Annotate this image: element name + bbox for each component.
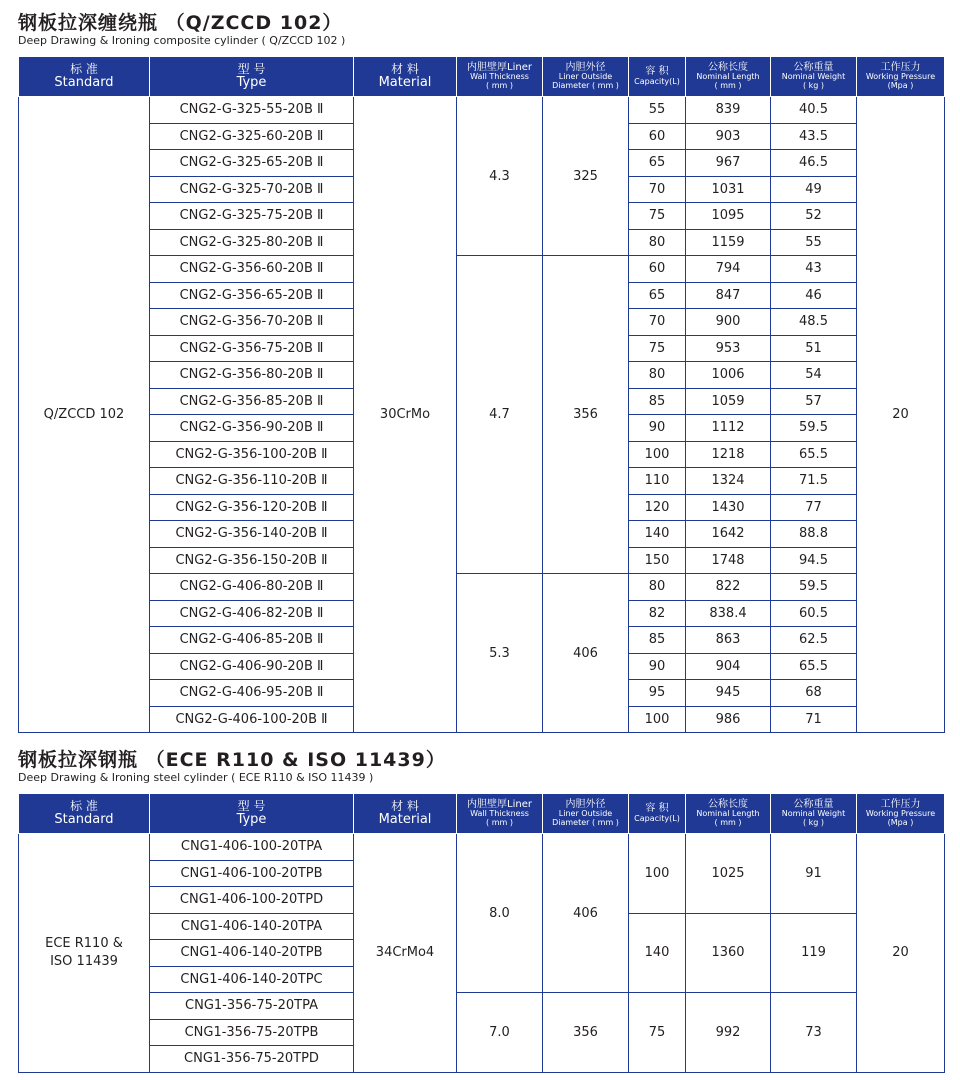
header-nominal-weight: 公称重量 Nominal Weight ( kg )	[771, 57, 857, 97]
nominal-weight-cell: 65.5	[771, 441, 857, 468]
header-type: 型 号 Type	[150, 57, 354, 97]
type-cell: CNG2-G-325-60-20B Ⅱ	[150, 123, 354, 150]
capacity-cell: 55	[629, 97, 686, 124]
type-cell: CNG1-406-100-20TPD	[150, 887, 354, 914]
type-cell: CNG1-406-140-20TPB	[150, 940, 354, 967]
type-cell: CNG2-G-406-80-20B Ⅱ	[150, 574, 354, 601]
capacity-cell: 100	[629, 441, 686, 468]
wall-thickness-cell: 4.7	[457, 256, 543, 574]
wall-thickness-cell: 4.3	[457, 97, 543, 256]
steel-cylinder-table-body	[19, 834, 945, 1073]
nominal-weight-cell: 46.5	[771, 150, 857, 177]
composite-cylinder-table	[18, 56, 945, 733]
type-cell: CNG2-G-406-85-20B Ⅱ	[150, 627, 354, 654]
type-cell: CNG2-G-406-90-20B Ⅱ	[150, 653, 354, 680]
nominal-length-cell: 794	[686, 256, 771, 283]
header-outside-diameter: 内胆外径 Liner Outside Diameter ( mm )	[543, 794, 629, 834]
nominal-weight-cell: 65.5	[771, 653, 857, 680]
header-type: 型 号 Type	[150, 794, 354, 834]
capacity-cell: 140	[629, 913, 686, 993]
type-cell: CNG1-406-100-20TPA	[150, 834, 354, 861]
type-cell: CNG2-G-356-70-20B Ⅱ	[150, 309, 354, 336]
capacity-cell: 95	[629, 680, 686, 707]
type-cell: CNG2-G-356-65-20B Ⅱ	[150, 282, 354, 309]
table-row	[19, 97, 945, 124]
header-capacity: 容 积 Capacity(L)	[629, 794, 686, 834]
header-nominal-length: 公称长度 Nominal Length ( mm )	[686, 794, 771, 834]
type-cell: CNG2-G-356-100-20B Ⅱ	[150, 441, 354, 468]
nominal-length-cell: 904	[686, 653, 771, 680]
nominal-weight-cell: 91	[771, 834, 857, 914]
nominal-length-cell: 992	[686, 993, 771, 1073]
type-cell: CNG2-G-325-70-20B Ⅱ	[150, 176, 354, 203]
capacity-cell: 90	[629, 415, 686, 442]
capacity-cell: 80	[629, 362, 686, 389]
capacity-cell: 60	[629, 256, 686, 283]
capacity-cell: 85	[629, 627, 686, 654]
capacity-cell: 110	[629, 468, 686, 495]
nominal-length-cell: 967	[686, 150, 771, 177]
table-row	[19, 574, 945, 601]
header-standard: 标 准 Standard	[19, 57, 150, 97]
nominal-weight-cell: 51	[771, 335, 857, 362]
nominal-weight-cell: 54	[771, 362, 857, 389]
type-cell: CNG2-G-325-80-20B Ⅱ	[150, 229, 354, 256]
capacity-cell: 80	[629, 574, 686, 601]
capacity-cell: 85	[629, 388, 686, 415]
outside-diameter-cell: 406	[543, 834, 629, 993]
type-cell: CNG1-356-75-20TPB	[150, 1019, 354, 1046]
nominal-length-cell: 1025	[686, 834, 771, 914]
nominal-length-cell: 847	[686, 282, 771, 309]
capacity-cell: 65	[629, 150, 686, 177]
type-cell: CNG2-G-356-85-20B Ⅱ	[150, 388, 354, 415]
nominal-weight-cell: 62.5	[771, 627, 857, 654]
nominal-weight-cell: 71.5	[771, 468, 857, 495]
section1-subtitle: Deep Drawing & Ironing composite cylinder ( Q/ZCCD 102 )	[18, 34, 346, 47]
nominal-weight-cell: 77	[771, 494, 857, 521]
nominal-length-cell: 839	[686, 97, 771, 124]
capacity-cell: 100	[629, 834, 686, 914]
type-cell: CNG2-G-406-95-20B Ⅱ	[150, 680, 354, 707]
nominal-weight-cell: 52	[771, 203, 857, 230]
nominal-weight-cell: 59.5	[771, 574, 857, 601]
wall-thickness-cell: 5.3	[457, 574, 543, 733]
table-row	[19, 993, 945, 1020]
steel-cylinder-table	[18, 793, 945, 1073]
nominal-length-cell: 1218	[686, 441, 771, 468]
capacity-cell: 75	[629, 203, 686, 230]
standard-cell: Q/ZCCD 102	[19, 97, 150, 733]
nominal-length-cell: 1748	[686, 547, 771, 574]
nominal-length-cell: 1324	[686, 468, 771, 495]
wall-thickness-cell: 7.0	[457, 993, 543, 1073]
nominal-length-cell: 1031	[686, 176, 771, 203]
outside-diameter-cell: 406	[543, 574, 629, 733]
nominal-weight-cell: 94.5	[771, 547, 857, 574]
nominal-length-cell: 1159	[686, 229, 771, 256]
nominal-length-cell: 822	[686, 574, 771, 601]
nominal-length-cell: 1642	[686, 521, 771, 548]
header-working-pressure: 工作压力 Working Pressure (Mpa )	[857, 794, 945, 834]
nominal-length-cell: 863	[686, 627, 771, 654]
nominal-length-cell: 1095	[686, 203, 771, 230]
capacity-cell: 75	[629, 993, 686, 1073]
type-cell: CNG1-406-100-20TPB	[150, 860, 354, 887]
header-working-pressure: 工作压力 Working Pressure (Mpa )	[857, 57, 945, 97]
nominal-weight-cell: 68	[771, 680, 857, 707]
nominal-length-cell: 903	[686, 123, 771, 150]
nominal-weight-cell: 43.5	[771, 123, 857, 150]
section2-title: 钢板拉深钢瓶 （ECE R110 & ISO 11439）	[18, 749, 446, 771]
capacity-cell: 140	[629, 521, 686, 548]
type-cell: CNG1-356-75-20TPA	[150, 993, 354, 1020]
header-material: 材 料 Material	[354, 57, 457, 97]
nominal-weight-cell: 59.5	[771, 415, 857, 442]
header-nominal-weight: 公称重量 Nominal Weight ( kg )	[771, 794, 857, 834]
type-cell: CNG2-G-325-55-20B Ⅱ	[150, 97, 354, 124]
nominal-weight-cell: 46	[771, 282, 857, 309]
composite-cylinder-table-body	[19, 97, 945, 733]
nominal-weight-cell: 49	[771, 176, 857, 203]
header-wall-thickness: 内胆壁厚Liner Wall Thickness ( mm )	[457, 57, 543, 97]
section1-title: 钢板拉深缠绕瓶 （Q/ZCCD 102）	[18, 12, 343, 34]
nominal-weight-cell: 73	[771, 993, 857, 1073]
type-cell: CNG2-G-356-80-20B Ⅱ	[150, 362, 354, 389]
nominal-weight-cell: 55	[771, 229, 857, 256]
type-cell: CNG2-G-325-65-20B Ⅱ	[150, 150, 354, 177]
material-cell: 30CrMo	[354, 97, 457, 733]
type-cell: CNG2-G-356-60-20B Ⅱ	[150, 256, 354, 283]
nominal-weight-cell: 60.5	[771, 600, 857, 627]
type-cell: CNG2-G-356-150-20B Ⅱ	[150, 547, 354, 574]
nominal-length-cell: 900	[686, 309, 771, 336]
capacity-cell: 60	[629, 123, 686, 150]
table-row	[19, 834, 945, 861]
nominal-length-cell: 1112	[686, 415, 771, 442]
nominal-length-cell: 1430	[686, 494, 771, 521]
nominal-length-cell: 986	[686, 706, 771, 733]
header-wall-thickness: 内胆壁厚Liner Wall Thickness ( mm )	[457, 794, 543, 834]
type-cell: CNG2-G-356-90-20B Ⅱ	[150, 415, 354, 442]
nominal-weight-cell: 71	[771, 706, 857, 733]
capacity-cell: 70	[629, 309, 686, 336]
capacity-cell: 75	[629, 335, 686, 362]
working-pressure-cell: 20	[857, 97, 945, 733]
type-cell: CNG2-G-325-75-20B Ⅱ	[150, 203, 354, 230]
header-standard: 标 准 Standard	[19, 794, 150, 834]
nominal-length-cell: 953	[686, 335, 771, 362]
type-cell: CNG2-G-356-110-20B Ⅱ	[150, 468, 354, 495]
nominal-length-cell: 838.4	[686, 600, 771, 627]
outside-diameter-cell: 356	[543, 993, 629, 1073]
nominal-length-cell: 945	[686, 680, 771, 707]
header-capacity: 容 积 Capacity(L)	[629, 57, 686, 97]
header-outside-diameter: 内胆外径 Liner Outside Diameter ( mm )	[543, 57, 629, 97]
nominal-length-cell: 1059	[686, 388, 771, 415]
section2-subtitle: Deep Drawing & Ironing steel cylinder ( ECE R110 & ISO 11439 )	[18, 771, 374, 784]
capacity-cell: 100	[629, 706, 686, 733]
type-cell: CNG2-G-356-75-20B Ⅱ	[150, 335, 354, 362]
working-pressure-cell: 20	[857, 834, 945, 1073]
type-cell: CNG1-356-75-20TPD	[150, 1046, 354, 1073]
capacity-cell: 82	[629, 600, 686, 627]
type-cell: CNG2-G-356-120-20B Ⅱ	[150, 494, 354, 521]
capacity-cell: 120	[629, 494, 686, 521]
type-cell: CNG2-G-356-140-20B Ⅱ	[150, 521, 354, 548]
header-nominal-length: 公称长度 Nominal Length ( mm )	[686, 57, 771, 97]
nominal-weight-cell: 48.5	[771, 309, 857, 336]
type-cell: CNG2-G-406-100-20B Ⅱ	[150, 706, 354, 733]
nominal-weight-cell: 43	[771, 256, 857, 283]
type-cell: CNG1-406-140-20TPA	[150, 913, 354, 940]
material-cell: 34CrMo4	[354, 834, 457, 1073]
outside-diameter-cell: 325	[543, 97, 629, 256]
outside-diameter-cell: 356	[543, 256, 629, 574]
nominal-weight-cell: 57	[771, 388, 857, 415]
type-cell: CNG2-G-406-82-20B Ⅱ	[150, 600, 354, 627]
nominal-weight-cell: 88.8	[771, 521, 857, 548]
capacity-cell: 90	[629, 653, 686, 680]
nominal-weight-cell: 40.5	[771, 97, 857, 124]
header-material: 材 料 Material	[354, 794, 457, 834]
capacity-cell: 70	[629, 176, 686, 203]
nominal-length-cell: 1360	[686, 913, 771, 993]
capacity-cell: 80	[629, 229, 686, 256]
capacity-cell: 150	[629, 547, 686, 574]
type-cell: CNG1-406-140-20TPC	[150, 966, 354, 993]
standard-cell: ECE R110 & ISO 11439	[19, 834, 150, 1073]
wall-thickness-cell: 8.0	[457, 834, 543, 993]
table-header-row	[19, 57, 945, 97]
table-row	[19, 256, 945, 283]
nominal-length-cell: 1006	[686, 362, 771, 389]
nominal-weight-cell: 119	[771, 913, 857, 993]
capacity-cell: 65	[629, 282, 686, 309]
table-header-row	[19, 794, 945, 834]
